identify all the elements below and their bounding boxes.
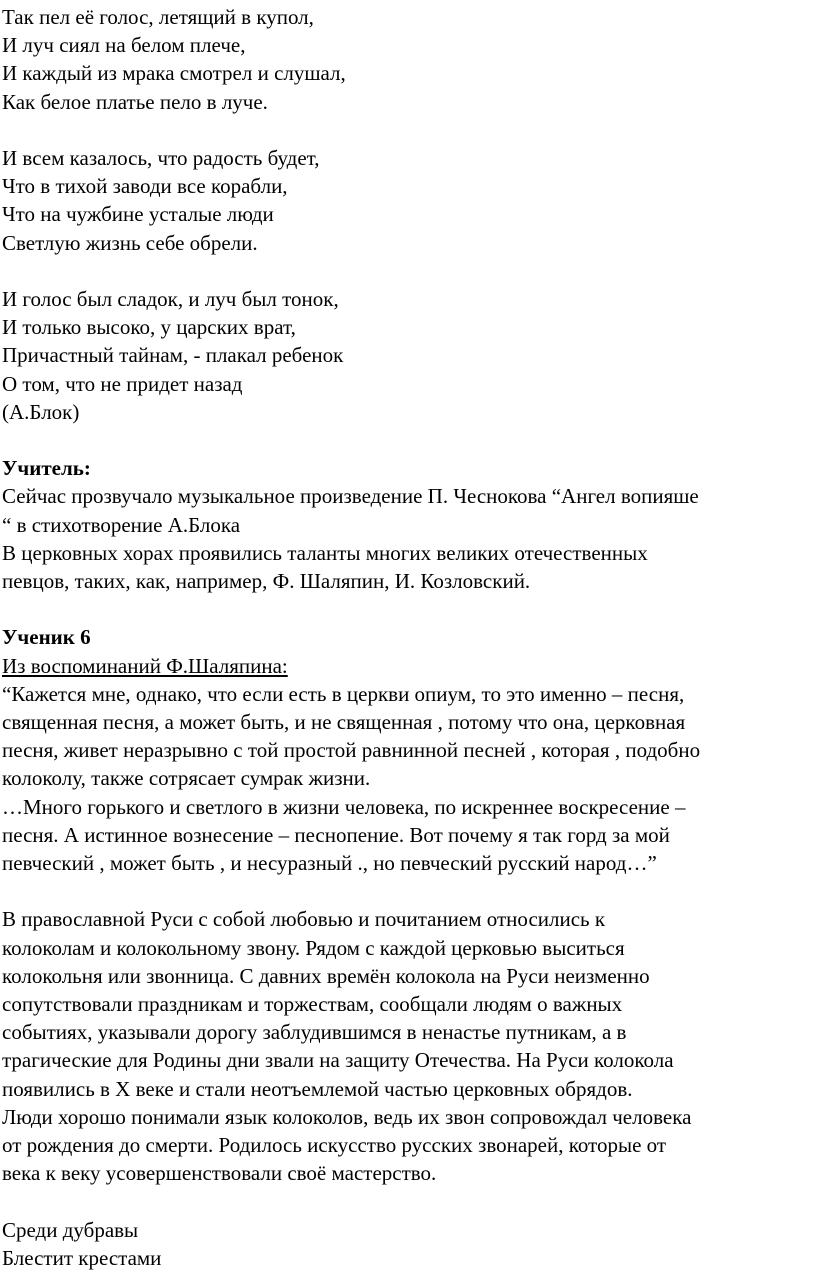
poem-stanza-3 [2,285,814,426]
poem-line: Светлую жизнь себе обрели. [2,230,258,255]
poem-stanza-2 [2,144,814,257]
poem-line: И только высоко, у царских врат, [2,315,296,340]
paragraph-gap [2,877,814,905]
paragraph-gap [2,426,814,454]
paragraph-line: века к веку усовершенствовали своё мастерство. [2,1161,437,1186]
paragraph-gap [2,1187,814,1215]
verse-line: Блестит крестами [2,1245,162,1270]
paragraph-gap [2,257,814,285]
paragraph-gap [2,116,814,144]
teacher-section [2,454,814,595]
paragraph-line: трагические для Родины дни звали на защиту Отечества. На Руси колокола [2,1048,674,1073]
student-6-subheading: Из воспоминаний Ф.Шаляпина: [2,653,288,678]
paragraph-line: Люди хорошо понимали язык колоколов, ведь их звон сопровождал человека [2,1104,692,1129]
poem-line: Причастный тайнам, - плакал ребенок [2,343,344,368]
paragraph-line: событиях, указывали дорогу заблудившимся в ненастье путникам, а в [2,1020,627,1045]
quote-line: “Кажется мне, однако, что если есть в церкви опиум, то это именно – песня, [2,681,685,706]
poem-line: И каждый из мрака смотрел и слушал, [2,61,346,86]
student-6-heading: Ученик 6 [2,625,91,650]
paragraph-line: от рождения до смерти. Родилось искусство русских звонарей, которые от [2,1133,667,1158]
paragraph-line: колоколам и колокольному звону. Рядом с каждой церковью выситься [2,935,625,960]
poem-attribution: (А.Блок) [2,399,80,424]
quote-line: песня, живет неразрывно с той простой равнинной песней , которая , подобно [2,738,701,763]
bells-paragraph [2,905,814,1187]
teacher-line: Сейчас прозвучало музыкальное произведение П. Чеснокова “Ангел вопияше [2,484,699,509]
paragraph-line: колокольня или звонница. С давних времён колокола на Руси неизменно [2,963,650,988]
poem-line: Что на чужбине усталые люди [2,202,274,227]
document-page [2,3,814,1272]
poem-line: О том, что не придет назад [2,371,243,396]
closing-verse [2,1216,814,1272]
paragraph-line: появились в X веке и стали неотъемлемой частью церковных обрядов. [2,1076,633,1101]
poem-line: И голос был сладок, и луч был тонок, [2,287,339,311]
student-6-section [2,623,814,877]
poem-line: Как белое платье пело в луче. [2,89,268,114]
poem-line: И луч сиял на белом плече, [2,33,246,58]
paragraph-line: сопутствовали праздникам и торжествам, сообщали людям о важных [2,992,623,1017]
teacher-line: В церковных хорах проявились таланты многих великих отечественных [2,540,648,565]
quote-line: песня. А истинное вознесение – песнопение. Вот почему я так горд за мой [2,822,670,847]
teacher-line: певцов, таких, как, например, Ф. Шаляпин, И. Козловский. [2,569,531,594]
quote-line: певческий , может быть , и несуразный ., но певческий русский народ…” [2,851,657,876]
quote-line: колоколу, также сотрясает сумрак жизни. [2,766,371,791]
paragraph-gap [2,595,814,623]
verse-line: Среди дубравы [2,1217,139,1242]
poem-line: Так пел её голос, летящий в купол, [2,5,314,29]
poem-stanza-1 [2,3,814,116]
paragraph-line: В православной Руси с собой любовью и почитанием относились к [2,907,606,932]
teacher-heading: Учитель: [2,456,91,481]
quote-line: …Много горького и светлого в жизни человека, по искреннее воскресение – [2,794,686,819]
poem-line: Что в тихой заводи все корабли, [2,174,288,199]
quote-line: священная песня, а может быть, и не священная , потому что она, церковная [2,710,686,735]
poem-line: И всем казалось, что радость будет, [2,146,320,170]
teacher-line: “ в стихотворение А.Блока [2,512,241,537]
